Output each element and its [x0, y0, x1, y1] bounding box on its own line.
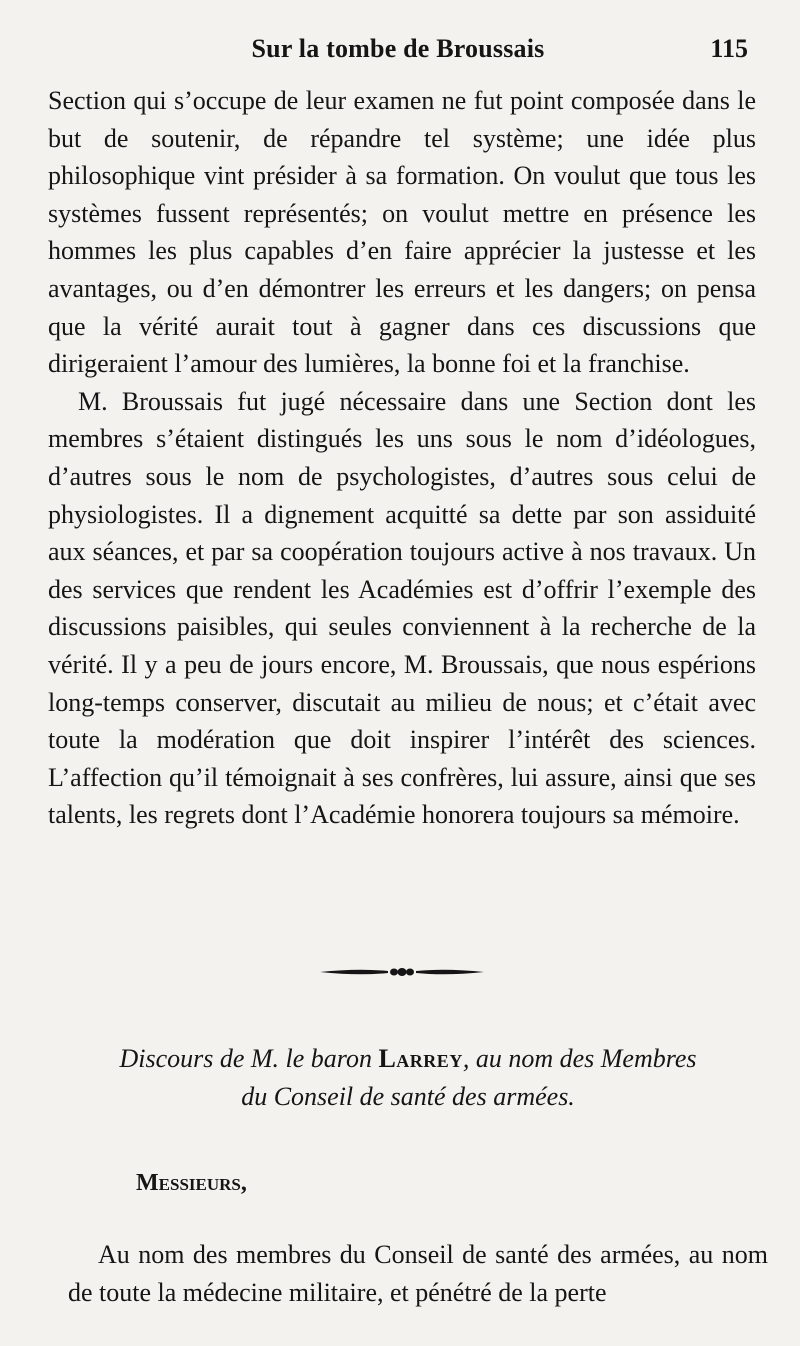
- paragraph-broussais: M. Broussais fut jugé nécessaire dans une Section dont les membres s’étaient distingués les uns sous le nom d’idéologues, d’autres sous le nom de psychologistes, d’autres sous celui de physiologistes. Il a dignement acquitté sa dette par son assiduité aux séances, et par sa coopération toujours active à nos travaux. Un des services que rendent les Académies est d’offrir l’exemple des discussions paisibles, qui seules conviennent à la recherche de la vérité. Il y a peu de jours encore, M. Broussais, que nous espérions long-temps conserver, discutait au milieu de nous; et c’était avec toute la modération que doit inspirer l’intérêt des sciences. L’affection qu’il témoignait à ses confrères, lui assure, ainsi que ses talents, les regrets dont l’Académie honorera toujours sa mémoire.: [48, 386, 756, 830]
- body-text: [48, 82, 756, 834]
- salutation: Messieurs,: [136, 1170, 247, 1196]
- final-paragraph: [68, 1236, 768, 1312]
- address-title: [50, 1040, 766, 1116]
- address-title-line2: du Conseil de santé des armées.: [241, 1082, 575, 1111]
- address-title-suffix: , au nom des Membres: [462, 1044, 697, 1073]
- final-paragraph-text: Au nom des membres du Conseil de santé des armées, au nom de toute la médecine militaire, et pénétré de la perte: [68, 1240, 768, 1307]
- ornamental-divider: [318, 962, 486, 982]
- page-number: 115: [710, 34, 748, 63]
- paragraph-continuation: Section qui s’occupe de leur examen ne fut point composée dans le but de soutenir, de répandre tel système; une idée plus philosophique vint présider à sa formation. On voulut que tous les systèmes fussent représentés; on voulut mettre en présence les hommes les plus capables d’en faire apprécier la justesse et les avantages, ou d’en démontrer les erreurs et les dangers; on pensa que la vérité aurait tout à gagner dans ces discussions que dirigeraient l’amour des lumières, la bonne foi et la franchise.: [48, 86, 756, 379]
- address-title-name: Larrey: [378, 1044, 463, 1073]
- running-head: [48, 34, 748, 74]
- running-title: Sur la tombe de Broussais: [251, 34, 545, 63]
- address-title-prefix: Discours de M. le baron: [119, 1044, 379, 1073]
